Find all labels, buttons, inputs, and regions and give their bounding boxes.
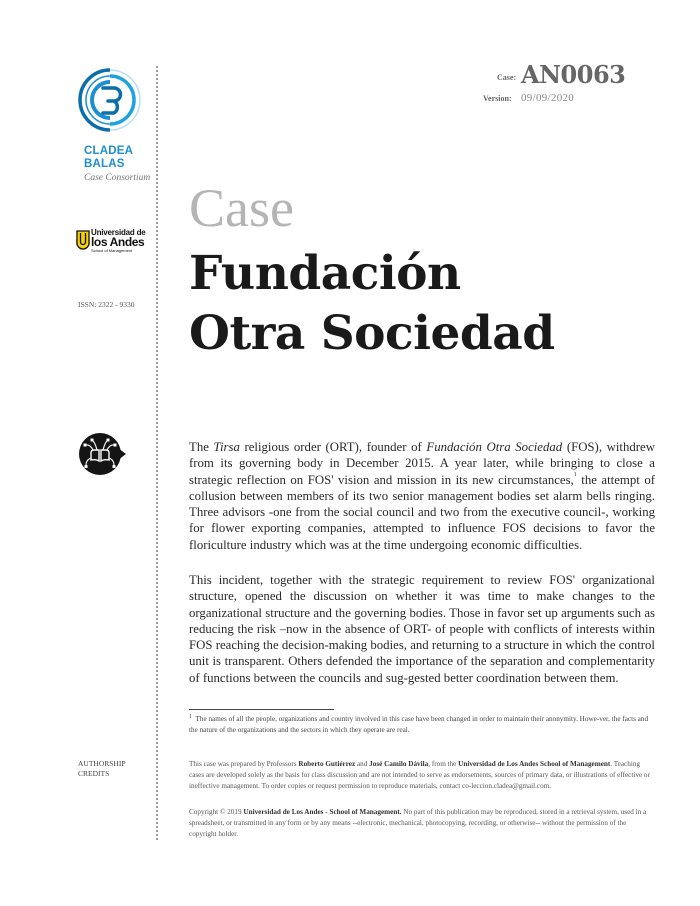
issn-label: ISSN: 2322 - 9330 [78, 300, 135, 309]
credits-text-3: , from the [428, 760, 459, 768]
copyright-holder: Universidad de Los Andes - School of Management. [243, 808, 402, 816]
p1-text-3: (FOS), withdrew from its governing body in December 2015. A year later, while bringing to close a strategic reflection on FOS' vision and mission in its new circumstances, [189, 440, 655, 487]
p1-text-4: the attempt of collusion between members of its two senior management bodies set alarm bells ringing. Three advisors -one from the social council and two from the executive council-, working for flower exporting companies, attempted to influence FOS decisions to favor the floriculture industry which was at the time undergoing economic difficulties. [189, 472, 655, 552]
cladea-balas-wordmark [84, 145, 133, 171]
vertical-dotted-divider [156, 66, 158, 840]
cladea-text: CLADEA [84, 145, 134, 157]
credits-author-1: Roberto Gutiérrez [298, 760, 356, 768]
page-title [189, 244, 555, 364]
case-consortium-label: Case Consortium [84, 173, 151, 183]
title-line1: Fundación [189, 246, 461, 301]
copyright-notice [189, 807, 655, 840]
footnote [189, 714, 655, 736]
book-network-speech-bubble-icon [78, 432, 126, 476]
balas-text: BALAS [84, 158, 125, 170]
credits-institution: Universidad de Los Andes School of Management [458, 760, 611, 768]
body-paragraph-1 [189, 439, 655, 553]
credits-author-2: José Camilo Dávila [369, 760, 429, 768]
copyright-text-2: No part of this publication may be reproduced, stored in a retrieval system, used in a spreadsheet, or transmitted in any form or by any means --electronic, mechanical, photocopying, recording, or otherwise-- without the permission of the copyright holder. [189, 808, 647, 838]
cladea-logo-icon [78, 68, 142, 132]
uandes-line1: Universidad de [91, 228, 146, 237]
p1-text-1: The [189, 440, 214, 454]
p1-text-2: religious order (ORT), founder of [239, 440, 427, 454]
credits-text-2: and [355, 760, 370, 768]
footnote-number: 1 [189, 714, 192, 720]
body-paragraph-2: This incident, together with the strategic requirement to review FOS' organizational structure, opened the discussion on whether it was time to make changes to the organizational structure and the governing bodies. Those in favor set up arguments such as reducing the risk –now in the absence of ORT- of people with conflicts of interests within FOS reaching the decision-making bodies, and returning to a structure in which the control unit is transparent. Others defended the importance of the separation and complementarity of functions between the councils and sug-gested better coordination between them. [189, 573, 655, 685]
credits-text-1: This case was prepared by Professors [189, 760, 299, 768]
version-value: 09/09/2020 [521, 92, 575, 104]
title-line2: Otra Sociedad [189, 306, 555, 361]
footnote-text: The names of all the people, organizations and country involved in this case have been changed in order to maintain their anonymity. Howe-ver, the facts and the nature of the organizations and the sectors in which they operate are real. [189, 715, 649, 734]
title-kicker: Case [189, 178, 294, 238]
p1-italic-tirsa: Tirsa [213, 440, 240, 454]
authorship-line1: AUTHORSHIP [78, 759, 126, 768]
uandes-line3: School of Management [91, 248, 133, 253]
case-label: Case: [497, 73, 517, 82]
authorship-credits-text [189, 759, 655, 792]
p1-italic-fos: Fundación Otra Sociedad [426, 440, 563, 454]
authorship-credits-label [78, 759, 126, 779]
uandes-logo-icon [76, 230, 90, 252]
copyright-text-1: Copyright © 2019 [189, 808, 244, 816]
authorship-line2: CREDITS [78, 769, 110, 778]
footnote-ref[interactable]: 1 [573, 471, 577, 478]
case-id: AN0063 [521, 60, 626, 89]
uandes-line2: los Andes [91, 235, 145, 249]
footnote-rule [189, 709, 334, 710]
version-label: Version: [483, 94, 512, 103]
uandes-wordmark [91, 229, 146, 253]
credits-text-4: . Teaching cases are developed solely as the basis for class discussion and are not intended to serve as endorsements, sources of primary data, or illustrations of effective or ineffective management. To order copies or request permission to reproduce materials, contact co-leccion.cladea@gmail.com. [189, 760, 650, 790]
